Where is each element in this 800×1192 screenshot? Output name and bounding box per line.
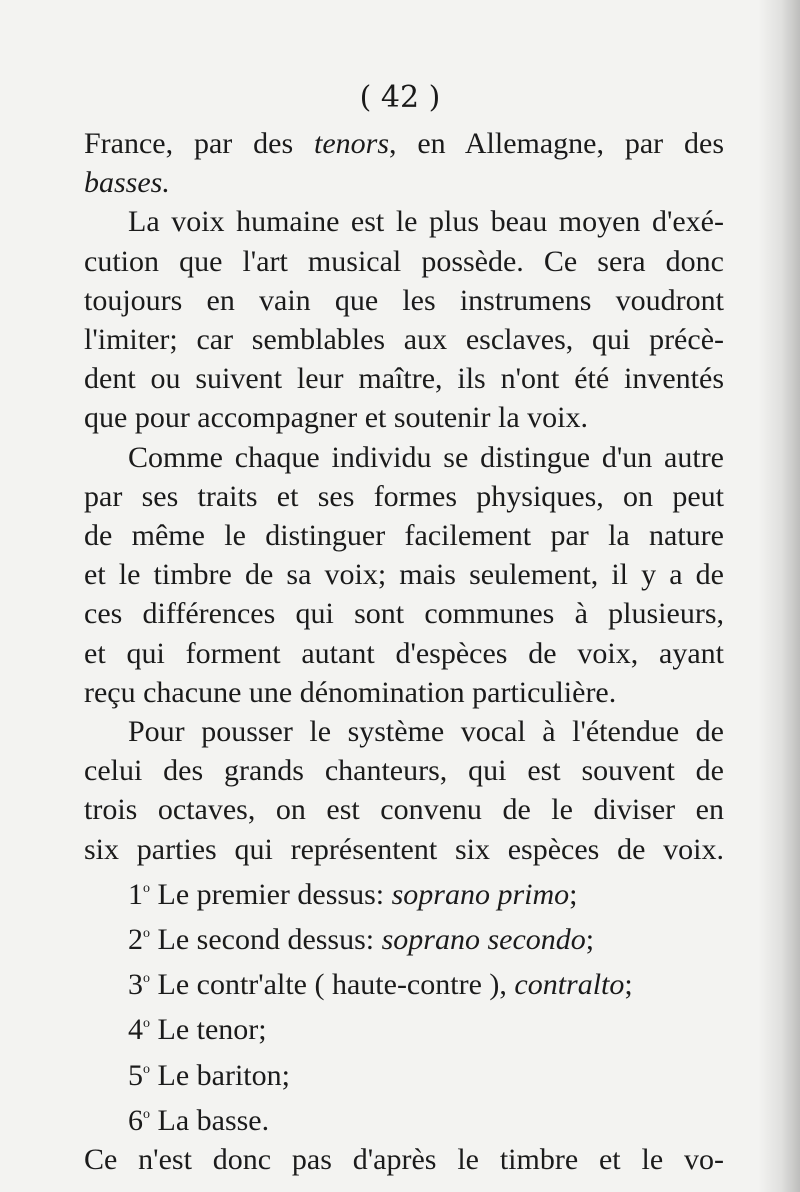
list-item-2	[84, 914, 724, 959]
paragraph-2-line-1: La voix humaine est le plus beau moyen d'exé-	[128, 205, 724, 239]
paragraph-2-line-4: l'imiter; car semblables aux esclaves, qui précè-	[84, 323, 724, 357]
list-ordinal-mark: o	[143, 1061, 150, 1077]
paragraph-4-line-3: trois octaves, on est convenu de le diviser en	[84, 793, 724, 827]
list-number: 2	[128, 923, 143, 957]
list-italic: soprano primo	[391, 877, 570, 911]
list-tail: ;	[585, 923, 595, 957]
paragraph-3-line-4: et le timbre de sa voix; mais seulement, il y a de	[84, 558, 724, 592]
paragraph-3-line-1: Comme chaque individu se distingue d'un autre	[128, 440, 724, 474]
body-text	[84, 124, 724, 1179]
paragraph-4-line-4: six parties qui représentent six espèces de voix.	[84, 832, 724, 866]
list-number: 1	[128, 877, 143, 911]
paragraph-3-line-7: reçu chacune une dénomination particulière.	[84, 675, 617, 709]
paragraph-1-line-1	[84, 124, 724, 163]
list-number: 6	[128, 1103, 143, 1137]
list-text: Le contr'alte ( haute-contre ),	[150, 968, 515, 1002]
paragraph-2-line-2: cution que l'art musical possède. Ce sera donc	[84, 244, 724, 278]
list-text: Le premier dessus:	[150, 877, 392, 911]
paragraph-2-line-3: toujours en vain que les instrumens voudront	[84, 283, 724, 317]
list-italic: soprano secondo	[381, 923, 586, 957]
list-ordinal-mark: o	[143, 880, 150, 896]
paragraph-3-line-6: et qui forment autant d'espèces de voix, ayant	[84, 636, 724, 670]
page-number: ( 42 )	[359, 80, 441, 115]
paragraph-2-line-6: que pour accompagner et soutenir la voix.	[84, 401, 588, 435]
list-ordinal-mark: o	[143, 1016, 150, 1032]
paragraph-3-line-5: ces différences qui sont communes à plusieurs,	[84, 597, 724, 631]
list-ordinal-mark: o	[143, 971, 150, 987]
list-item-1	[84, 869, 724, 914]
list-italic: contralto	[514, 968, 625, 1002]
paragraph-4-line-1: Pour pousser le système vocal à l'étendue de	[128, 715, 724, 749]
list-ordinal-mark: o	[143, 926, 150, 942]
list-item-5	[84, 1050, 724, 1095]
list-text: Le bariton;	[150, 1058, 290, 1092]
list-item-3	[84, 959, 724, 1004]
paragraph-4-line-2: celui des grands chanteurs, qui est souvent de	[84, 754, 724, 788]
list-text: Le tenor;	[150, 1013, 267, 1047]
page-edge-shadow	[758, 0, 800, 1192]
paragraph-3-line-2: par ses traits et ses formes physiques, on peut	[84, 479, 724, 513]
paragraph-3-line-3: de même le distinguer facilement par la nature	[84, 519, 724, 553]
list-text: La basse.	[150, 1103, 270, 1137]
p1-italic-basses: basses.	[84, 166, 170, 200]
p1-text-a: France, par des	[84, 127, 314, 160]
paragraph-5-line-1: Ce n'est donc pas d'après le timbre et le vo-	[84, 1143, 724, 1177]
p1-italic-tenors: tenors	[314, 127, 389, 160]
list-text: Le second dessus:	[150, 923, 382, 957]
list-number: 4	[128, 1013, 143, 1047]
list-ordinal-mark: o	[143, 1106, 150, 1122]
list-number: 3	[128, 968, 143, 1002]
list-number: 5	[128, 1058, 143, 1092]
p1-text-b: , en Allemagne, par des	[389, 127, 725, 160]
paragraph-1-line-2	[84, 163, 724, 202]
list-tail: ;	[569, 877, 578, 911]
list-item-4	[84, 1004, 724, 1049]
paragraph-2-line-5: dent ou suivent leur maître, ils n'ont été inventés	[84, 362, 724, 396]
list-item-6	[84, 1095, 724, 1140]
list-tail: ;	[624, 968, 633, 1002]
